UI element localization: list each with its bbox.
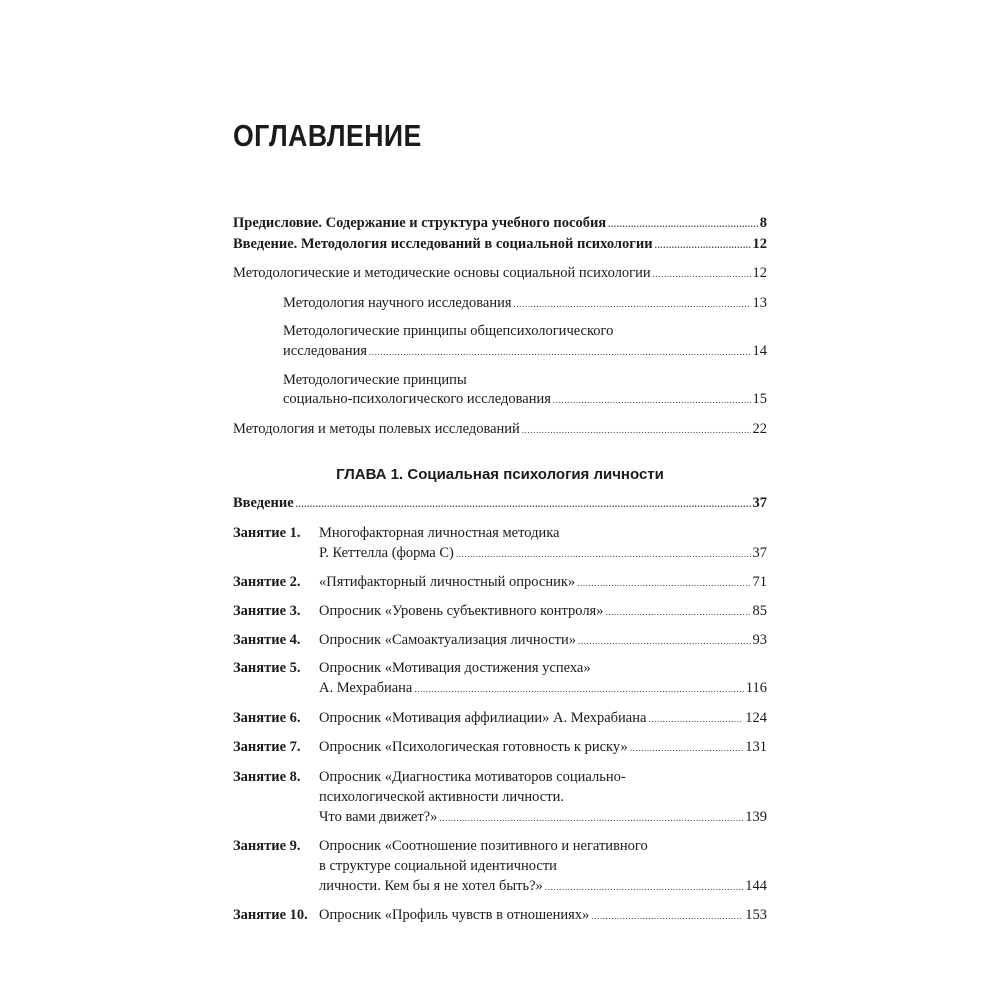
page-title: ОГЛАВЛЕНИЕ (233, 118, 422, 153)
toc-entry-lesson-10[interactable] (319, 907, 767, 925)
lesson-label: Занятие 7. (233, 739, 301, 755)
toc-entry-methodological-foundations[interactable] (233, 265, 767, 283)
leader-dots (653, 266, 751, 283)
toc-entry-text: Опросник «Уровень субъективного контроля» (319, 603, 604, 619)
toc-entry-introduction[interactable] (233, 236, 767, 254)
toc-entry-text: Опросник «Мотивация аффилиации» А. Мехрабиана (319, 710, 647, 726)
page-number: 8 (759, 215, 767, 231)
toc-entry-lesson-4[interactable] (319, 632, 767, 650)
toc-entry-preface[interactable] (233, 215, 767, 233)
page-number: 85 (752, 603, 767, 619)
toc-entry-text: Что вами движет?» (319, 809, 438, 825)
toc-entry-lesson-1[interactable] (319, 545, 767, 563)
toc-entry-lesson-9[interactable] (319, 878, 767, 896)
leader-dots (648, 711, 743, 728)
toc-entry-text-line: психологической активности личности. (319, 789, 564, 805)
toc-entry-lesson-8[interactable] (319, 809, 767, 827)
toc-entry-text: Методология и методы полевых исследований (233, 421, 520, 437)
page-number: 153 (745, 907, 767, 923)
chapter-heading: ГЛАВА 1. Социальная психология личности (336, 466, 664, 483)
lesson-label: Занятие 4. (233, 632, 301, 648)
leader-dots (577, 575, 750, 592)
lesson-label: Занятие 2. (233, 574, 301, 590)
page-number: 116 (745, 680, 767, 696)
toc-entry-lesson-3[interactable] (319, 603, 767, 621)
leader-dots (369, 344, 750, 361)
toc-entry-lesson-6[interactable] (319, 710, 767, 728)
toc-entry-text: Опросник «Психологическая готовность к риску» (319, 739, 628, 755)
toc-entry-social-psych-principles[interactable] (283, 391, 767, 409)
toc-entry-text-line: Опросник «Соотношение позитивного и негативного (319, 838, 648, 854)
toc-entry-text-line: Методологические принципы (283, 372, 467, 388)
toc-entry-text-line: Многофакторная личностная методика (319, 525, 560, 541)
leader-dots (591, 908, 743, 925)
toc-entry-text-line: Методологические принципы общепсихологического (283, 323, 614, 339)
leader-dots (439, 810, 743, 827)
page-number: 12 (752, 236, 767, 252)
toc-entry-text-line: в структуре социальной идентичности (319, 858, 557, 874)
leader-dots (605, 604, 750, 621)
toc-entry-text: «Пятифакторный личностный опросник» (319, 574, 576, 590)
toc-entry-text: Предисловие. Содержание и структура учебного пособия (233, 215, 607, 231)
page-number: 139 (745, 809, 767, 825)
leader-dots (414, 681, 743, 698)
leader-dots (578, 633, 751, 650)
toc-entry-text: Методологические и методические основы социальной психологии (233, 265, 651, 281)
lesson-label: Занятие 9. (233, 838, 301, 854)
page-number: 37 (752, 545, 767, 561)
leader-dots (608, 216, 758, 233)
toc-entry-field-research[interactable] (233, 421, 767, 439)
leader-dots (456, 546, 751, 563)
lesson-label: Занятие 10. (233, 907, 308, 923)
page-number: 15 (752, 391, 767, 407)
leader-dots (296, 496, 751, 513)
lesson-label: Занятие 6. (233, 710, 301, 726)
toc-entry-general-psych-principles[interactable] (283, 343, 767, 361)
toc-entry-text-line: Опросник «Диагностика мотиваторов социально- (319, 769, 626, 785)
toc-entry-text: А. Мехрабиана (319, 680, 413, 696)
lesson-label: Занятие 1. (233, 525, 301, 541)
leader-dots (545, 879, 743, 896)
lesson-label: Занятие 8. (233, 769, 301, 785)
page-number: 13 (752, 295, 767, 311)
page-number: 124 (745, 710, 767, 726)
toc-entry-text: социально-психологического исследования (283, 391, 551, 407)
page-number: 93 (752, 632, 767, 648)
leader-dots (514, 296, 751, 313)
toc-entry-text: личности. Кем бы я не хотел быть?» (319, 878, 543, 894)
toc-entry-text: Введение. Методология исследований в социальной психологии (233, 236, 653, 252)
page-number: 12 (752, 265, 767, 281)
leader-dots (553, 392, 751, 409)
leader-dots (630, 740, 744, 757)
page-number: 14 (752, 343, 767, 359)
page-number: 37 (752, 495, 767, 511)
lesson-label: Занятие 5. (233, 660, 301, 676)
toc-entry-text-line: Опросник «Мотивация достижения успеха» (319, 660, 591, 676)
toc-entry-text: Введение (233, 495, 294, 511)
toc-entry-text: Методология научного исследования (283, 295, 512, 311)
toc-entry-text: исследования (283, 343, 368, 359)
toc-entry-text: Р. Кеттелла (форма С) (319, 545, 454, 561)
page-number: 131 (745, 739, 767, 755)
page-number: 144 (745, 878, 767, 894)
toc-entry-lesson-5[interactable] (319, 680, 767, 698)
leader-dots (655, 237, 751, 254)
toc-entry-text: Опросник «Профиль чувств в отношениях» (319, 907, 590, 923)
page-number: 71 (752, 574, 767, 590)
toc-entry-scientific-research[interactable] (283, 295, 767, 313)
toc-entry-text: Опросник «Самоактуализация личности» (319, 632, 576, 648)
toc-entry-lesson-7[interactable] (319, 739, 767, 757)
toc-entry-lesson-2[interactable] (319, 574, 767, 592)
lesson-label: Занятие 3. (233, 603, 301, 619)
toc-entry-chapter-intro[interactable] (233, 495, 767, 513)
leader-dots (522, 422, 751, 439)
page-number: 22 (752, 421, 767, 437)
